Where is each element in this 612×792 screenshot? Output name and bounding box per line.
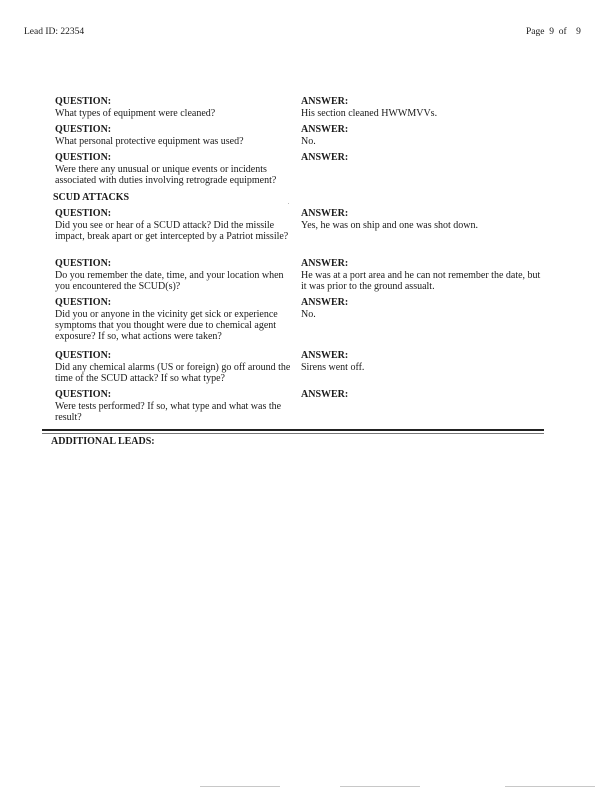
answer-label: ANSWER: [301, 350, 349, 361]
question-text: Were there any unusual or unique events or incidents associated with duties involving retrograde equipment? [55, 164, 277, 186]
answer-text: Yes, he was on ship and one was shot down. [301, 220, 479, 231]
question-text: Were tests performed? If so, what type and what was the result? [55, 401, 282, 423]
answer-label: ANSWER: [301, 389, 349, 400]
page-indicator [526, 27, 581, 38]
page-current: 9 [549, 27, 554, 37]
answer-label: ANSWER: [301, 152, 349, 163]
scan-noise [200, 786, 280, 787]
section-divider-thin [42, 433, 544, 434]
scan-noise [505, 786, 595, 787]
section-title-scud-attacks: SCUD ATTACKS [53, 192, 130, 203]
answer-text: No. [301, 309, 316, 320]
answer-text: His section cleaned HWWMVVs. [301, 108, 438, 119]
page-word: Page [526, 27, 545, 37]
scan-noise [340, 786, 420, 787]
answer-label: ANSWER: [301, 96, 349, 107]
answer-text: Sirens went off. [301, 362, 365, 373]
additional-leads-label: ADDITIONAL LEADS: [51, 436, 155, 447]
answer-label: ANSWER: [301, 258, 349, 269]
question-text: What personal protective equipment was used? [55, 136, 244, 147]
question-label: QUESTION: [55, 350, 112, 361]
question-label: QUESTION: [55, 258, 112, 269]
page-total: 9 [576, 27, 581, 37]
answer-label: ANSWER: [301, 297, 349, 308]
answer-label: ANSWER: [301, 124, 349, 135]
question-text: Did any chemical alarms (US or foreign) go off around the time of the SCUD attack? If so what type? [55, 362, 291, 384]
page-of: of [558, 27, 567, 37]
question-label: QUESTION: [55, 389, 112, 400]
answer-text: No. [301, 136, 316, 147]
question-text: Did you see or hear of a SCUD attack? Did the missile impact, break apart or get intercepted by a Patriot missile? [55, 220, 289, 242]
question-label: QUESTION: [55, 297, 112, 308]
answer-label: ANSWER: [301, 208, 349, 219]
scan-speck [288, 203, 289, 204]
lead-id: Lead ID: 22354 [24, 27, 85, 37]
question-text: Do you remember the date, time, and your location when you encountered the SCUD(s)? [55, 270, 284, 292]
question-label: QUESTION: [55, 152, 112, 163]
answer-text: He was at a port area and he can not remember the date, but it was prior to the ground assualt. [301, 270, 541, 292]
question-text: Did you or anyone in the vicinity get sick or experience symptoms that you thought were due to chemical agent exposure? If so, what actions were taken? [55, 309, 278, 342]
question-label: QUESTION: [55, 96, 112, 107]
question-text: What types of equipment were cleaned? [55, 108, 216, 119]
question-label: QUESTION: [55, 208, 112, 219]
question-label: QUESTION: [55, 124, 112, 135]
section-divider [42, 429, 544, 431]
